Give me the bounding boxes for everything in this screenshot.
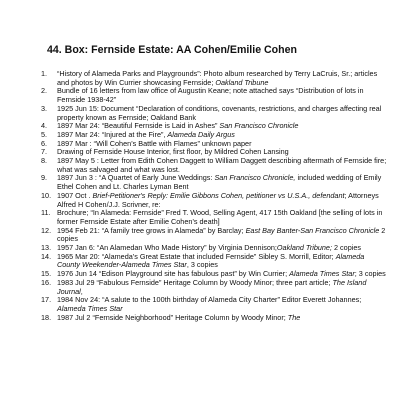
section-heading: 44. Box: Fernside Estate: AA Cohen/Emilie Cohen [47, 44, 297, 56]
item-number: 1. [41, 69, 48, 78]
item-number: 13. [41, 243, 52, 253]
item-title-italic: Oakland Tribune; [276, 243, 332, 253]
item-title-italic: Alameda Times Star [289, 269, 355, 279]
item-text-segment: ; Attorneys Alfred H Cohen/J.J. Scrivner, re: [57, 190, 379, 209]
item-number: 12. [41, 225, 52, 235]
list-item [41, 295, 387, 313]
list-item [41, 190, 387, 209]
item-number: 14. [41, 251, 52, 261]
item-number: 17. [41, 295, 52, 305]
item-number: 10. [41, 190, 52, 200]
item-text [57, 314, 387, 323]
list-item [41, 277, 387, 296]
item-number: 16. [41, 277, 52, 287]
item-text-segment: 2 copies [331, 243, 362, 253]
item-text-segment: 1907 Oct . [57, 190, 93, 200]
item-title-italic: San Francisco Chronicle, [214, 173, 296, 183]
item-number: 18. [41, 312, 52, 322]
list-item [41, 173, 387, 192]
item-text-segment: 1983 Jul 29 “Fabulous Fernside” Heritage Column by Woody Minor; three part article; [57, 277, 333, 287]
item-text [57, 105, 387, 122]
item-text-segment: included wedding of Emily Ethel Cohen and Lt. Charles Lyman Bent [57, 173, 382, 192]
item-text-segment: ; 3 copies [354, 269, 386, 279]
item-text-segment: 1897 Jun 3 : “A Quartet of Early June Weddings: [57, 173, 215, 183]
item-text-segment: 1897 Mar : “Will Cohen’s Battle with Flames” unknown paper [57, 138, 252, 148]
item-number: 2. [41, 86, 48, 96]
item-text-segment: “History of Alameda Parks and Playgrounds”: Photo album researched by Terry LaCruis, Sr.; articles and photos by Win Currier showcasing Fernside; [57, 69, 378, 87]
item-title-italic: Alameda Times Star [57, 303, 123, 313]
item-text-segment: 1897 Mar 24: “Injured at the Fire”, [57, 129, 168, 139]
item-text-segment: 1925 Jun 15: Document “Declaration of conditions, covenants, restrictions, and charges affecting real property known as Fernside; Oakland Bank [57, 103, 382, 122]
list-item [41, 86, 387, 105]
item-text-segment: 1976 Jun 14 “Edison Playground site has fabulous past” by Win Currier; [57, 269, 290, 279]
item-title-italic: San Francisco Chronicle [219, 121, 299, 131]
list-item [41, 312, 387, 323]
item-text [57, 157, 387, 174]
list-item [41, 251, 387, 270]
list-item [41, 69, 387, 87]
item-title-italic: The Island Journal [57, 277, 367, 296]
item-title-italic: Brief-Petitioner's Reply: Emilie Gibbons Cohen, petitioner vs U.S.A., defendant [92, 190, 345, 200]
item-text [57, 279, 387, 296]
item-title-italic: Oakland Tribune [215, 77, 269, 87]
item-text [57, 70, 387, 87]
item-text [57, 227, 387, 244]
item-title-italic: East Bay Banter-San Francisco Chronicle [245, 225, 380, 235]
item-number: 11. [41, 208, 51, 218]
item-text [57, 209, 387, 226]
item-text-segment: 1984 Nov 24: “A salute to the 100th birthday of Alameda City Charter” Editor Everett Johannes; [57, 295, 362, 305]
item-number: 3. [41, 103, 48, 113]
item-number: 8. [41, 156, 48, 166]
item-text-segment: 1987 Jul 2 “Fernside Neighborhood” Heritage Column by Woody Minor; [57, 312, 288, 322]
item-text [57, 296, 387, 313]
item-title-italic: The [287, 312, 301, 322]
item-title-italic: Alameda Daily Argus [167, 129, 235, 139]
item-number: 15. [41, 269, 52, 279]
item-text-segment: Drawing of Fernside House Interior, first floor, by Mildred Cohen Lansing [57, 147, 289, 157]
item-text [57, 174, 387, 191]
item-text-segment: , 3 copies [186, 260, 218, 270]
item-text-segment: 2 copies [57, 225, 386, 244]
item-number: 5. [41, 129, 48, 139]
item-text [57, 87, 387, 104]
item-number: 6. [41, 138, 48, 148]
item-number: 4. [41, 121, 48, 131]
item-text-segment: 1897 Mar 24: “Beautiful Fernside is Laid in Ashes” [57, 121, 220, 131]
item-title-italic: Alameda County Weekender-Alameda Times Star [57, 251, 365, 270]
list-item [41, 208, 387, 226]
item-text-segment: 1954 Feb 21: “A family tree grows in Alameda” by Barclay; [57, 225, 246, 235]
list-item [41, 103, 387, 122]
item-text [57, 253, 387, 270]
item-text-segment: 1965 Mar 20: “Alameda’s Great Estate that included Fernside” Sibley S. Morrill, Editor; [57, 251, 336, 261]
list-item [41, 225, 387, 244]
item-list [41, 69, 387, 322]
item-text [57, 192, 387, 209]
item-text-segment: 1957 Jan 6: “An Alamedan Who Made History” by Virginia Dennison; [57, 243, 277, 253]
item-number: 9. [41, 173, 48, 183]
list-item [41, 156, 387, 174]
item-text-segment: , [80, 286, 83, 296]
item-text-segment: Bundle of 16 letters from law office of Augustin Keane; note attached says “Distribution of lots in Fernside 1938-42” [57, 86, 364, 105]
item-number: 7. [41, 147, 48, 157]
item-text-segment: 1897 May 5 : Letter from Edith Cohen Daggett to William Daggett describing aftermath of Fernside fire; what was salvaged and what was lost. [57, 156, 387, 174]
item-text-segment: Brochure; “In Alameda: Fernside” Fred T. Wood, Selling Agent, 417 15th Oakland [the selling of lots in former Fernside Estate after Emilie Cohen’s death] [57, 208, 383, 226]
